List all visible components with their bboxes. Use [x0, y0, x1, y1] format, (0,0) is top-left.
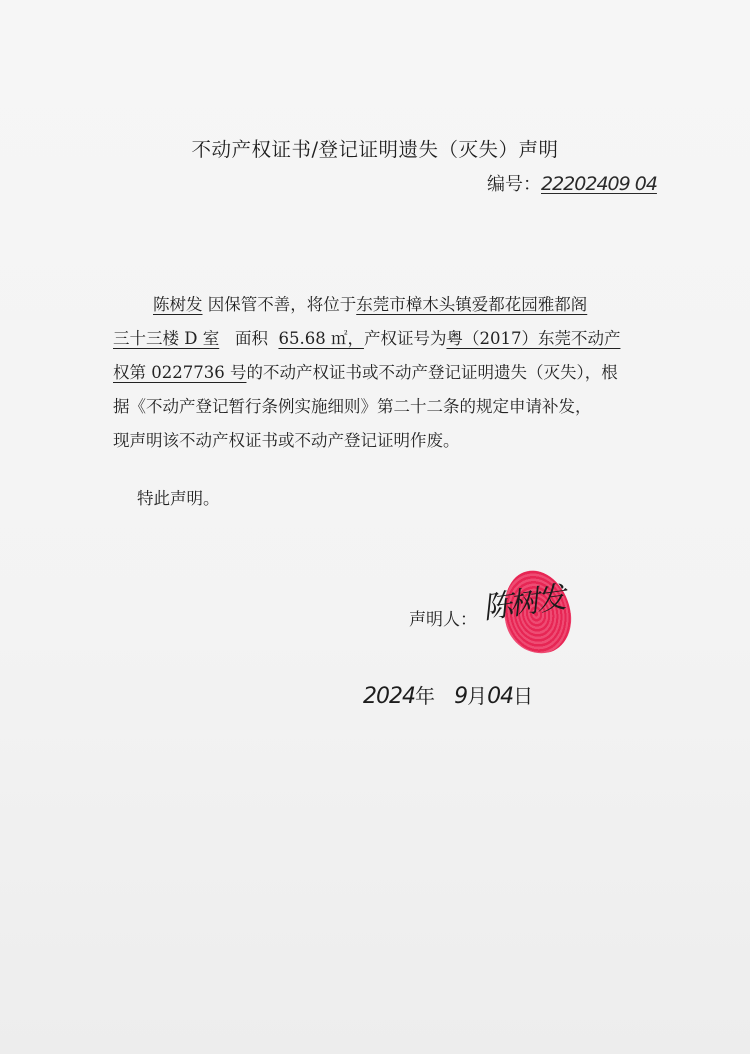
date-month: 9 — [454, 684, 468, 709]
date-year: 2024 — [363, 684, 415, 709]
body-line-4: 据《不动产登记暂行条例实施细则》第二十二条的规定申请补发， — [113, 397, 592, 416]
body-line-1 — [113, 288, 643, 322]
body-text-3: 的不动产权证书或不动产登记证明遗失（灭失），根 — [246, 363, 618, 382]
cert-part2: 权第 0227736 号 — [113, 363, 247, 382]
area-label: 面积 — [234, 329, 268, 348]
cert-part1: 粤（2017）东莞不动产 — [446, 329, 621, 348]
address-part2: 三十三楼 D 室 — [113, 329, 220, 348]
declaration-body — [113, 288, 643, 458]
handwritten-signature: 陈树发 — [480, 580, 566, 627]
address-part1: 东莞市樟木头镇爱都花园雅都阁 — [356, 295, 588, 314]
area-value: 65.68 ㎡， — [278, 329, 364, 348]
body-text-2: 产权证号为 — [363, 329, 447, 348]
date-month-unit: 月 — [467, 684, 488, 708]
body-line-3 — [113, 356, 643, 390]
date-day: 04 — [487, 684, 514, 709]
serial-label: 编号： — [487, 174, 541, 195]
signature-date — [363, 680, 533, 709]
declarant-label: 声明人： — [409, 610, 477, 630]
date-day-unit: 日 — [513, 684, 534, 708]
body-text-1: 因保管不善，将位于 — [207, 295, 357, 314]
date-year-unit: 年 — [415, 684, 435, 708]
body-line-2 — [113, 322, 643, 356]
serial-number — [487, 170, 657, 196]
closing-text: 特此声明。 — [137, 489, 220, 508]
owner-name: 陈树发 — [153, 295, 203, 314]
document-title: 不动产权证书/登记证明遗失（灭失）声明 — [191, 138, 559, 161]
serial-value: 22202409 04 — [541, 173, 657, 195]
body-line-5: 现声明该不动产权证书或不动产登记证明作废。 — [113, 431, 460, 450]
